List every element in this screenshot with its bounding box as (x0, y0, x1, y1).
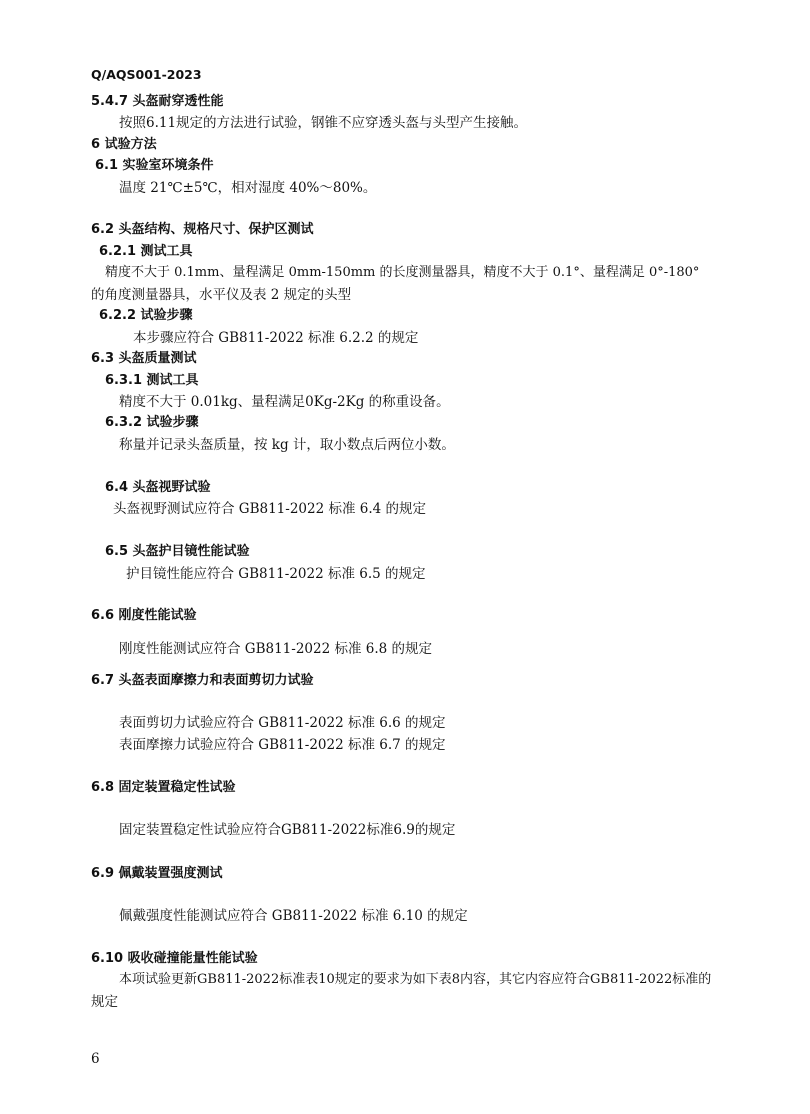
section-6-2-2-title: 6.2.2 试验步骤 (99, 308, 193, 323)
section-6-2-title: 6.2 头盔结构、规格尺寸、保护区测试 (91, 222, 314, 237)
section-6-3-title: 6.3 头盔质量测试 (91, 351, 197, 366)
section-6-2-1-text-line2: 的角度测量器具，水平仪及表 2 规定的头型 (91, 287, 352, 303)
document-code: Q/AQS001-2023 (91, 67, 202, 82)
section-6-1-title: 6.1 实验室环境条件 (95, 158, 214, 173)
section-6-4-title: 6.4 头盔视野试验 (105, 480, 211, 495)
section-6-1-text: 温度 21℃±5℃，相对湿度 40%～80%。 (119, 180, 377, 196)
section-6-2-2-text: 本步骤应符合 GB811-2022 标准 6.2.2 的规定 (133, 330, 419, 346)
section-6-8-title: 6.8 固定装置稳定性试验 (91, 780, 236, 795)
section-6-3-2-title: 6.3.2 试验步骤 (105, 415, 199, 430)
section-5-4-7-text: 按照6.11规定的方法进行试验，钢锥不应穿透头盔与头型产生接触。 (119, 115, 528, 131)
page-number: 6 (91, 1051, 100, 1067)
section-6-title: 6 试验方法 (91, 137, 157, 152)
section-6-7-text-line1: 表面剪切力试验应符合 GB811-2022 标准 6.6 的规定 (119, 715, 446, 731)
section-6-3-1-title: 6.3.1 测试工具 (105, 373, 199, 388)
section-6-4-text: 头盔视野测试应符合 GB811-2022 标准 6.4 的规定 (113, 501, 427, 517)
section-6-10-text-line1: 本项试验更新GB811-2022标准表10规定的要求为如下表8内容，其它内容应符合GB811-2022标准的 (119, 972, 712, 987)
section-6-7-text-line2: 表面摩擦力试验应符合 GB811-2022 标准 6.7 的规定 (119, 737, 446, 753)
section-6-10-text-line2: 规定 (91, 994, 118, 1010)
section-5-4-7-title: 5.4.7 头盔耐穿透性能 (91, 94, 224, 109)
section-6-8-text: 固定装置稳定性试验应符合GB811-2022标准6.9的规定 (119, 822, 456, 838)
section-6-3-2-text: 称量并记录头盔质量，按 kg 计，取小数点后两位小数。 (119, 437, 455, 453)
section-6-2-1-title: 6.2.1 测试工具 (99, 244, 193, 259)
section-6-9-title: 6.9 佩戴装置强度测试 (91, 866, 223, 881)
section-6-5-title: 6.5 头盔护目镜性能试验 (105, 544, 250, 559)
section-6-6-title: 6.6 刚度性能试验 (91, 608, 197, 623)
section-6-10-title: 6.10 吸收碰撞能量性能试验 (91, 951, 258, 966)
section-6-9-text: 佩戴强度性能测试应符合 GB811-2022 标准 6.10 的规定 (119, 908, 468, 924)
section-6-5-text: 护目镜性能应符合 GB811-2022 标准 6.5 的规定 (126, 566, 426, 582)
section-6-6-text: 刚度性能测试应符合 GB811-2022 标准 6.8 的规定 (119, 641, 433, 657)
section-6-2-1-text-line1: 精度不大于 0.1mm、量程满足 0mm-150mm 的长度测量器具，精度不大于 0.1°、量程满足 0°-180° (105, 265, 700, 280)
section-6-7-title: 6.7 头盔表面摩擦力和表面剪切力试验 (91, 673, 314, 688)
section-6-3-1-text: 精度不大于 0.01kg、量程满足0Kg-2Kg 的称重设备。 (119, 394, 450, 410)
